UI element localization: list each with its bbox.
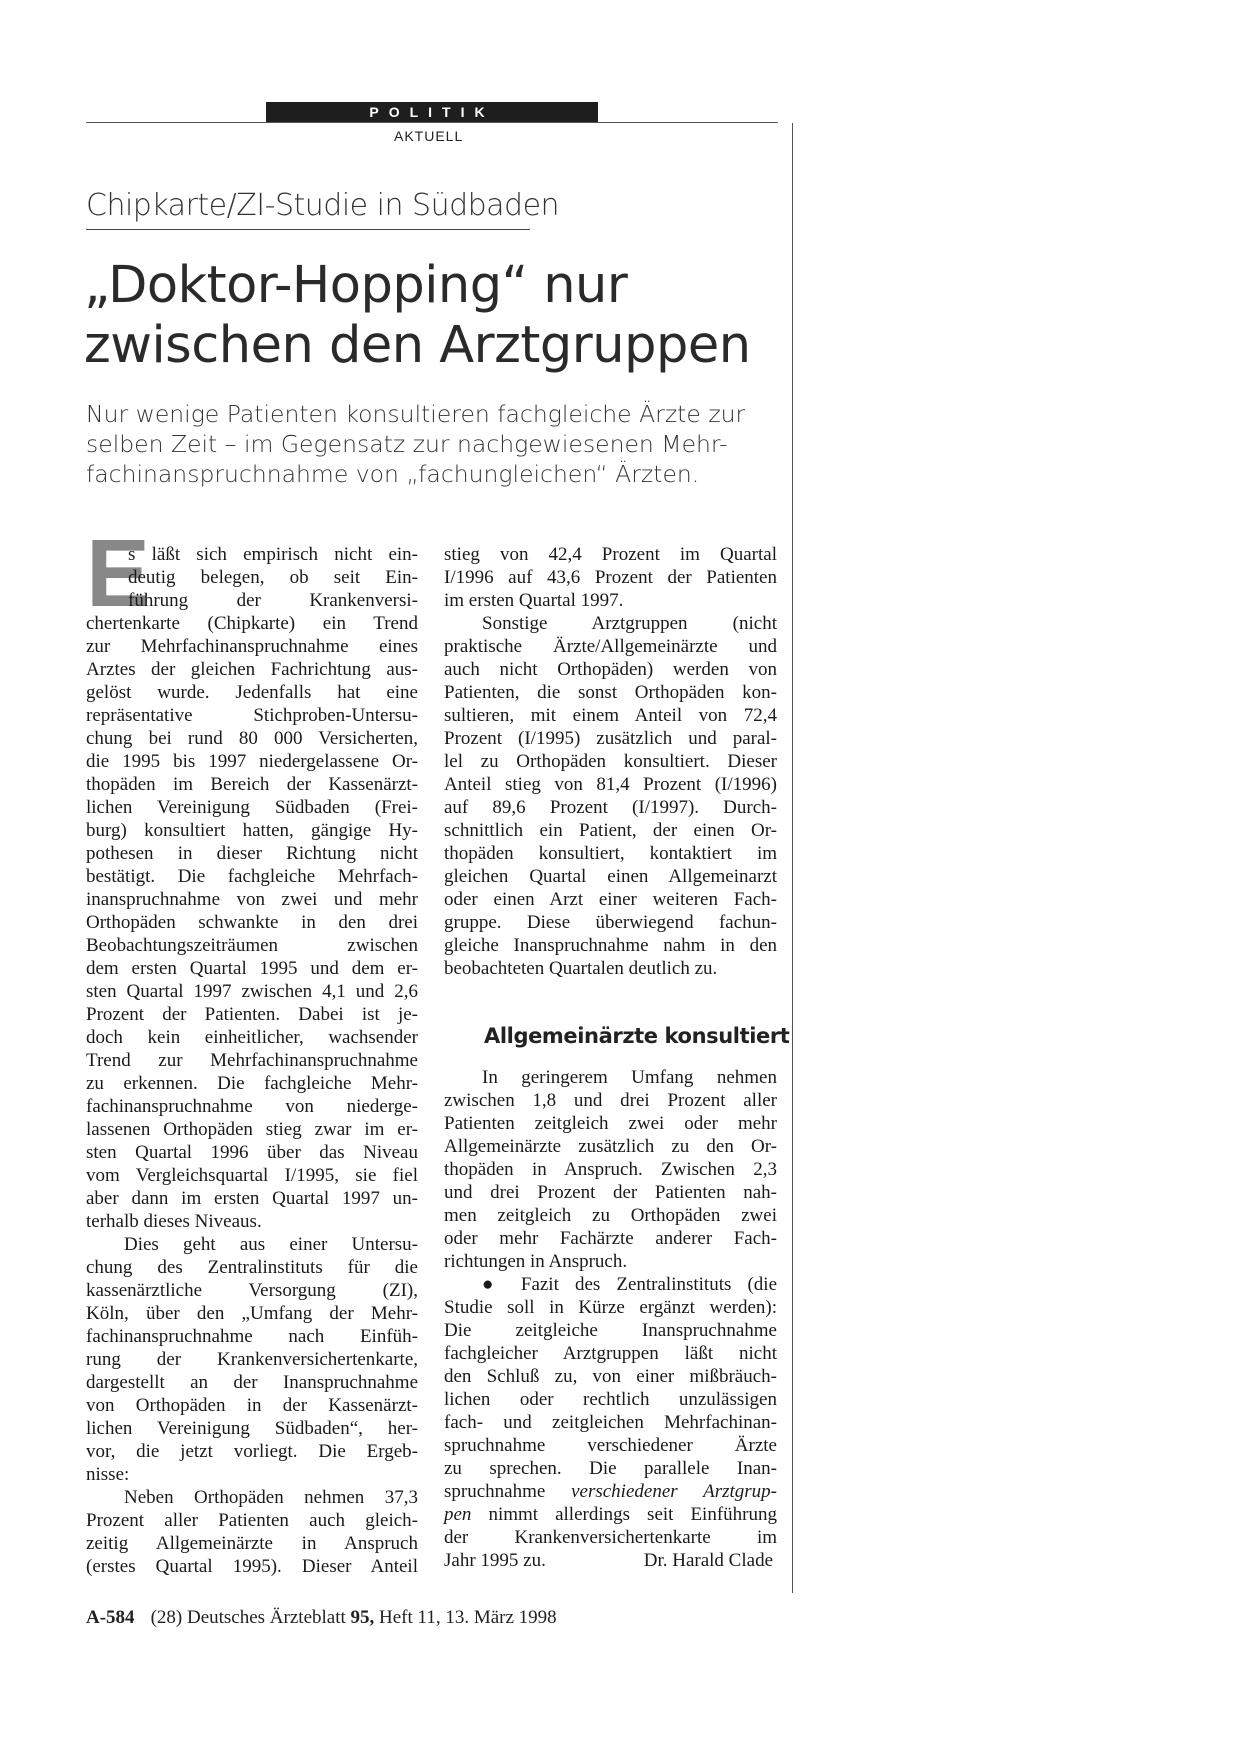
text-line: vom Vergleichsquartal I/1995, sie fiel	[86, 1165, 418, 1186]
page-number: A-584	[86, 1607, 135, 1628]
kicker: Chipkarte/ZI-Studie in Südbaden	[86, 188, 560, 223]
text-line: gruppe. Diese überwiegend fachun-	[444, 912, 777, 933]
text-line: gleiche Inanspruchnahme nahm in den	[444, 935, 777, 956]
text-line: fachinanspruchnahme nach Einfüh-	[86, 1326, 418, 1347]
text-line: spruchnahme verschiedener Ärzte	[444, 1435, 777, 1456]
text-line: zeitig Allgemeinärzte in Anspruch	[86, 1533, 418, 1554]
text-line: nisse:	[86, 1464, 130, 1485]
text-line: zu sprechen. Die parallele Inan-	[444, 1458, 777, 1479]
text-line: Trend zur Mehrfachinanspruchnahme	[86, 1050, 418, 1071]
text-line: fachgleicher Arztgruppen läßt nicht	[444, 1343, 777, 1364]
text-line: pothesen in dieser Richtung nicht	[86, 843, 418, 864]
text-run: nimmt allerdings seit Einführung	[471, 1504, 777, 1525]
text-line: dargestellt an der Inanspruchnahme	[86, 1372, 418, 1393]
text-line: fachinanspruchnahme von niederge-	[86, 1096, 418, 1117]
text-line: Orthopäden schwankte in den drei	[86, 912, 418, 933]
headline-line: „Doktor-Hopping“ nur	[84, 256, 628, 315]
text-line: thopäden konsultiert, kontaktiert im	[444, 843, 777, 864]
dek	[86, 399, 786, 489]
dek-line: selben Zeit – im Gegensatz zur nachgewiesenen Mehr-	[86, 430, 728, 458]
author-name: Dr. Harald Clade	[643, 1550, 773, 1571]
text-line	[444, 1480, 777, 1503]
text-line: fach- und zeitgleichen Mehrfachinan-	[444, 1412, 777, 1433]
body-column-2	[444, 543, 777, 980]
text-line: (erstes Quartal 1995). Dieser Anteil	[86, 1556, 418, 1577]
text-line: Prozent (I/1995) zusätzlich und paral-	[444, 728, 777, 749]
headline-line: zwischen den Arztgruppen	[84, 316, 751, 375]
text-line: s läßt sich empirisch nicht ein-	[128, 544, 418, 565]
text-line: oder einen Arzt einer weiteren Fach-	[444, 889, 777, 910]
header-rule	[86, 122, 778, 123]
footer-source: (28) Deutsches Ärzteblatt	[150, 1607, 351, 1628]
text-line: Prozent der Patienten. Dabei ist je-	[86, 1004, 418, 1025]
text-line: Studie soll in Kürze ergänzt werden):	[444, 1297, 777, 1318]
subsection-label: AKTUELL	[394, 128, 464, 144]
text-run: spruchnahme	[444, 1481, 572, 1502]
text-line: auch nicht Orthopäden) werden von	[444, 659, 777, 680]
text-line: die 1995 bis 1997 niedergelassene Or-	[86, 751, 418, 772]
text-line: ● Fazit des Zentralinstituts (die	[482, 1274, 777, 1295]
body-column-2-lower	[444, 1066, 777, 1572]
footer-issue: Heft 11, 13. März 1998	[374, 1607, 557, 1628]
text-run: Jahr 1995 zu.	[444, 1550, 546, 1571]
text-line: Patienten, die sonst Orthopäden kon-	[444, 682, 777, 703]
body-column-1	[86, 543, 418, 1578]
text-line: lichen Vereinigung Südbaden“, her-	[86, 1418, 418, 1439]
text-line: dem ersten Quartal 1995 und dem er-	[86, 958, 418, 979]
text-line: richtungen in Anspruch.	[444, 1251, 628, 1272]
text-line: sultieren, mit einem Anteil von 72,4	[444, 705, 777, 726]
footer-volume: 95,	[350, 1607, 375, 1628]
drop-cap: E	[86, 520, 151, 627]
text-line: kassenärztliche Versorgung (ZI),	[86, 1280, 418, 1301]
text-line: im ersten Quartal 1997.	[444, 590, 624, 611]
text-line: gelöst wurde. Jedenfalls hat eine	[86, 682, 418, 703]
text-line: Patienten zeitgleich zwei oder mehr	[444, 1113, 777, 1134]
text-line: der Krankenversichertenkarte im	[444, 1527, 777, 1548]
subheading: Allgemeinärzte konsultiert	[484, 1024, 790, 1048]
signature-line	[444, 1549, 777, 1572]
text-line: Prozent aller Patienten auch gleich-	[86, 1510, 418, 1531]
text-line: In geringerem Umfang nehmen	[482, 1067, 777, 1088]
text-line: rung der Krankenversichertenkarte,	[86, 1349, 418, 1370]
text-line: praktische Ärzte/Allgemeinärzte und	[444, 636, 777, 657]
headline	[84, 256, 804, 376]
text-line: den Schluß zu, von einer mißbräuch-	[444, 1366, 777, 1387]
text-line: Neben Orthopäden nehmen 37,3	[124, 1487, 418, 1508]
text-line: thopäden in Anspruch. Zwischen 2,3	[444, 1159, 777, 1180]
kicker-rule	[86, 229, 530, 230]
text-line: lassenen Orthopäden stieg zwar im er-	[86, 1119, 418, 1140]
text-line: chung bei rund 80 000 Versicherten,	[86, 728, 418, 749]
section-label: POLITIK	[266, 102, 598, 122]
dek-line: Nur wenige Patienten konsultieren fachgleiche Ärzte zur	[86, 400, 746, 428]
text-line: Die zeitgleiche Inanspruchnahme	[444, 1320, 777, 1341]
text-line: Allgemeinärzte zusätzlich zu den Or-	[444, 1136, 777, 1157]
text-line: Anteil stieg von 81,4 Prozent (I/1996)	[444, 774, 777, 795]
text-line: gleichen Quartal einen Allgemeinarzt	[444, 866, 777, 887]
text-line: chung des Zentralinstituts für die	[86, 1257, 418, 1278]
text-line: Sonstige Arztgruppen (nicht	[482, 613, 777, 634]
text-line: doch kein einheitlicher, wachsender	[86, 1027, 418, 1048]
text-line: men zeitgleich zu Orthopäden zwei	[444, 1205, 777, 1226]
text-line: burg) konsultiert hatten, gängige Hy-	[86, 820, 418, 841]
dek-line: fachinanspruchnahme von „fachungleichen“ Ärzten.	[86, 460, 700, 488]
text-line: deutig belegen, ob seit Ein-	[128, 567, 418, 588]
text-line: repräsentative Stichproben-Untersu-	[86, 705, 418, 726]
text-line: zu erkennen. Die fachgleiche Mehr-	[86, 1073, 418, 1094]
text-line: I/1996 auf 43,6 Prozent der Patienten	[444, 567, 777, 588]
text-line: und drei Prozent der Patienten nah-	[444, 1182, 777, 1203]
italic-run: verschiedener Arztgrup-	[571, 1481, 777, 1502]
text-line: Beobachtungszeiträumen zwischen	[86, 935, 418, 956]
text-line: lichen Vereinigung Südbaden (Frei-	[86, 797, 418, 818]
text-line: stieg von 42,4 Prozent im Quartal	[444, 544, 777, 565]
text-line: sten Quartal 1996 über das Niveau	[86, 1142, 418, 1163]
text-line: bestätigt. Die fachgleiche Mehrfach-	[86, 866, 418, 887]
text-line: inanspruchnahme von zwei und mehr	[86, 889, 418, 910]
text-line: zur Mehrfachinanspruchnahme eines	[86, 636, 418, 657]
text-line: thopäden im Bereich der Kassenärzt-	[86, 774, 418, 795]
text-line	[444, 1503, 777, 1526]
text-line: zwischen 1,8 und drei Prozent aller	[444, 1090, 777, 1111]
text-line: chertenkarte (Chipkarte) ein Trend	[86, 613, 418, 634]
italic-run: pen	[444, 1504, 472, 1525]
text-line: führung der Krankenversi-	[128, 590, 418, 611]
text-line: schnittlich ein Patient, der einen Or-	[444, 820, 777, 841]
page-footer	[86, 1607, 557, 1629]
text-line: Köln, über den „Umfang der Mehr-	[86, 1303, 418, 1324]
text-line: auf 89,6 Prozent (I/1997). Durch-	[444, 797, 777, 818]
text-line: lichen oder rechtlich unzulässigen	[444, 1389, 777, 1410]
text-line: terhalb dieses Niveaus.	[86, 1211, 262, 1232]
text-line: sten Quartal 1997 zwischen 4,1 und 2,6	[86, 981, 418, 1002]
text-line: beobachteten Quartalen deutlich zu.	[444, 958, 718, 979]
text-line: oder mehr Fachärzte anderer Fach-	[444, 1228, 777, 1249]
text-line: vor, die jetzt vorliegt. Die Ergeb-	[86, 1441, 418, 1462]
text-line: aber dann im ersten Quartal 1997 un-	[86, 1188, 418, 1209]
text-line: Dies geht aus einer Untersu-	[124, 1234, 418, 1255]
text-line: von Orthopäden in der Kassenärzt-	[86, 1395, 418, 1416]
text-line: Arztes der gleichen Fachrichtung aus-	[86, 659, 418, 680]
text-line: lel zu Orthopäden konsultiert. Dieser	[444, 751, 777, 772]
